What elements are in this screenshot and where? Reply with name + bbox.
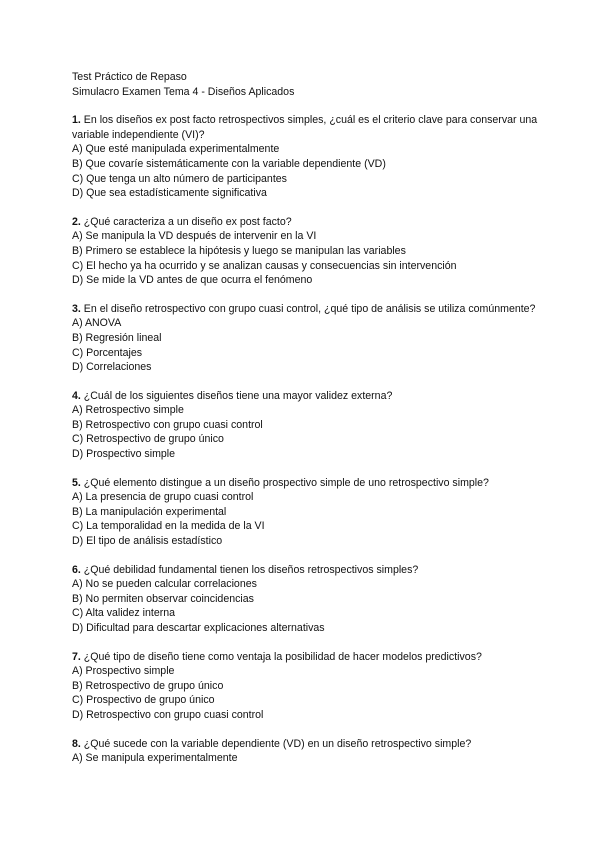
answer-option: D) Prospectivo simple: [72, 448, 176, 461]
answer-option: D) El tipo de análisis estadístico: [72, 535, 223, 548]
question-prompt: ¿Qué debilidad fundamental tienen los diseños retrospectivos simples?: [80, 563, 419, 576]
answer-option: A) Se manipula experimentalmente: [72, 752, 238, 765]
answer-option: A) Que esté manipulada experimentalmente: [72, 143, 280, 156]
question-text: [72, 302, 542, 317]
question-block: [72, 563, 542, 636]
question-prompt: ¿Qué sucede con la variable dependiente (VD) en un diseño retrospectivo simple?: [80, 737, 472, 750]
document-header: [72, 70, 542, 99]
answer-option: B) Primero se establece la hipótesis y luego se manipulan las variables: [72, 244, 406, 257]
question-text: [72, 650, 542, 665]
question-number: 8.: [72, 737, 81, 750]
question-number: 4.: [72, 389, 81, 402]
question-text: [72, 215, 542, 230]
question-block: [72, 737, 542, 766]
document-title: Test Práctico de Repaso: [72, 71, 187, 83]
answer-options: [72, 403, 542, 461]
answer-option: C) El hecho ya ha ocurrido y se analizan causas y consecuencias sin intervención: [72, 259, 457, 272]
question-block: [72, 476, 542, 549]
answer-option: A) La presencia de grupo cuasi control: [72, 491, 254, 504]
answer-option: C) La temporalidad en la medida de la VI: [72, 520, 265, 533]
question-text: [72, 113, 542, 142]
answer-options: [72, 490, 542, 548]
question-prompt: ¿Qué tipo de diseño tiene como ventaja la posibilidad de hacer modelos predictivos?: [80, 650, 482, 663]
answer-option: D) Que sea estadísticamente significativa: [72, 187, 267, 200]
question-prompt: ¿Qué elemento distingue a un diseño prospectivo simple de uno retrospectivo simple?: [80, 476, 489, 489]
document-page: [72, 70, 542, 780]
answer-option: C) Prospectivo de grupo único: [72, 694, 215, 707]
question-block: [72, 113, 542, 201]
question-number: 3.: [72, 302, 81, 315]
answer-option: C) Alta validez interna: [72, 607, 176, 620]
answer-option: C) Que tenga un alto número de participantes: [72, 172, 287, 185]
question-prompt: ¿Qué caracteriza a un diseño ex post facto?: [80, 215, 292, 228]
answer-option: B) La manipulación experimental: [72, 505, 227, 518]
question-block: [72, 302, 542, 375]
answer-option: A) Se manipula la VD después de intervenir en la VI: [72, 230, 317, 243]
answer-options: [72, 751, 542, 766]
question-text: [72, 563, 542, 578]
question-prompt: ¿Cuál de los siguientes diseños tiene una mayor validez externa?: [80, 389, 393, 402]
question-number: 5.: [72, 476, 81, 489]
question-number: 1.: [72, 114, 81, 127]
answer-options: [72, 229, 542, 287]
answer-options: [72, 142, 542, 200]
answer-option: B) Retrospectivo con grupo cuasi control: [72, 418, 263, 431]
question-text: [72, 476, 542, 491]
answer-option: B) Que covaríe sistemáticamente con la variable dependiente (VD): [72, 157, 386, 170]
answer-option: C) Porcentajes: [72, 346, 143, 359]
answer-options: [72, 316, 542, 374]
question-number: 7.: [72, 650, 81, 663]
answer-option: A) ANOVA: [72, 317, 122, 330]
question-block: [72, 215, 542, 288]
answer-option: D) Correlaciones: [72, 361, 152, 374]
answer-option: A) Retrospectivo simple: [72, 404, 184, 417]
question-block: [72, 650, 542, 723]
answer-options: [72, 577, 542, 635]
question-text: [72, 389, 542, 404]
answer-options: [72, 664, 542, 722]
answer-option: D) Dificultad para descartar explicaciones alternativas: [72, 622, 325, 634]
question-list: [72, 113, 542, 766]
question-number: 2.: [72, 215, 81, 228]
answer-option: B) Retrospectivo de grupo único: [72, 679, 224, 692]
question-number: 6.: [72, 563, 81, 576]
question-prompt: En los diseños ex post facto retrospectivos simples, ¿cuál es el criterio clave para conservar una variable independiente (VI)?: [72, 114, 538, 141]
answer-option: D) Retrospectivo con grupo cuasi control: [72, 708, 264, 721]
question-block: [72, 389, 542, 462]
answer-option: D) Se mide la VD antes de que ocurra el fenómeno: [72, 274, 313, 287]
answer-option: A) Prospectivo simple: [72, 665, 175, 678]
answer-option: B) No permiten observar coincidencias: [72, 592, 254, 605]
document-subtitle: Simulacro Examen Tema 4 - Diseños Aplicados: [72, 85, 295, 98]
answer-option: B) Regresión lineal: [72, 331, 162, 344]
question-text: [72, 737, 542, 752]
answer-option: A) No se pueden calcular correlaciones: [72, 578, 257, 591]
answer-option: C) Retrospectivo de grupo único: [72, 433, 224, 446]
question-prompt: En el diseño retrospectivo con grupo cuasi control, ¿qué tipo de análisis se utiliza comúnmente?: [80, 302, 536, 315]
